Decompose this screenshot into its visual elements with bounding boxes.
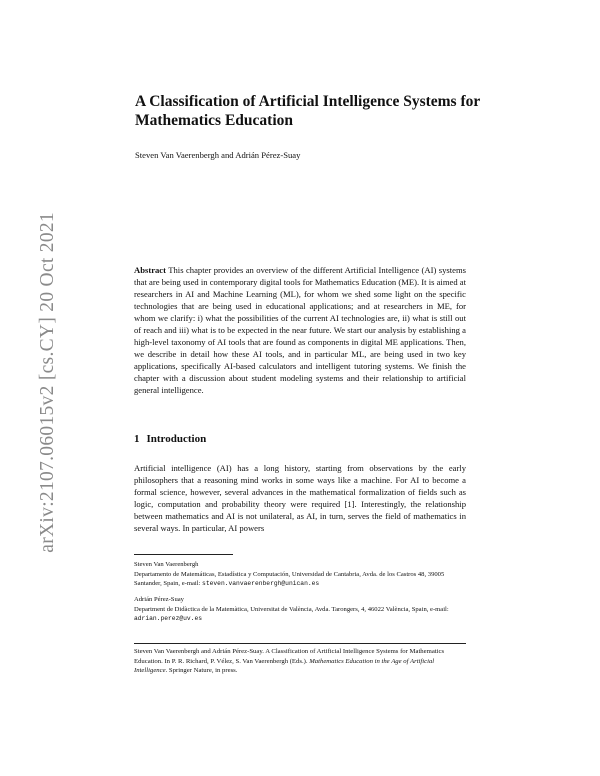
citation-book-title: Mathematics Education in the Age of Artificial Intelligence <box>134 657 435 674</box>
arxiv-identifier-stamp: arXiv:2107.06015v2 [cs.CY] 20 Oct 2021 <box>37 212 58 553</box>
author-footnote-1 <box>134 560 470 589</box>
footnote-author-name: Adrián Pérez-Suay <box>134 596 184 603</box>
abstract-text: This chapter provides an overview of the different Artificial Intelligence (AI) systems that are being used in contemporary digital tools for Mathematics Education (ME). It is aimed at researchers in AI and Machine Learning (ML), for whom we shed some light on the specific technologies that are being used in educational applications; and at researchers in ME, for whom we clarify: i) what the possibilities of the current AI technologies are, ii) what is still out of reach and iii) what is to be expected in the near future. We start our analysis by establishing a high-level taxonomy of AI tools that are found as components in digital ME applications. Then, we describe in detail how these AI tools, and in particular ML, are being used in two key applications, specifically AI-based calculators and intelligent tutoring systems. We finish the chapter with a discussion about student modeling systems and their relationship to artificial general intelligence. <box>134 265 466 395</box>
paper-title: A Classification of Artificial Intelligence Systems for Mathematics Education <box>135 93 480 129</box>
abstract-label: Abstract <box>134 265 166 275</box>
intro-paragraph: Artificial intelligence (AI) has a long history, starting from observations by the early philosophers that a reasoning mind works in some ways like a machine. For AI to become a formal science, however, several advances in the mathematical formalization of fields such as logic, computation and probability theory were required [1]. Interestingly, the relationship between mathematics and AI is not unilateral, as AI, in turn, serves the field of mathematics in several ways. In particular, AI powers <box>134 463 466 533</box>
citation-note <box>134 647 466 676</box>
author-footnote-2 <box>134 595 470 624</box>
footnote-affiliation: Departamento de Matemáticas, Estadística y Computación, Universidad de Cantabria, Avda. de los Castros 48, 39005 Santander, Spain, e-mail: <box>134 570 445 587</box>
section-heading <box>134 433 206 445</box>
footnote-email[interactable]: steven.vanvaerenbergh@unican.es <box>202 580 320 587</box>
footnote-affiliation: Department de Didàctica de la Matemàtica, Universitat de València, Avda. Tarongers, 4, 46022 València, Spain, e-mail: <box>134 605 449 613</box>
citation-suffix: . Springer Nature, in press. <box>165 667 238 674</box>
footnote-divider <box>134 554 233 555</box>
section-title: Introduction <box>146 433 207 445</box>
citation-divider <box>134 643 466 644</box>
section-number: 1 <box>134 433 140 445</box>
footnote-author-name: Steven Van Vaerenbergh <box>134 561 199 568</box>
author-list: Steven Van Vaerenbergh and Adrián Pérez-Suay <box>135 150 301 160</box>
footnote-email[interactable]: adrian.perez@uv.es <box>134 615 203 622</box>
abstract <box>134 264 466 396</box>
citation-prefix: Steven Van Vaerenbergh and Adrián Pérez-Suay. A Classification of Artificial Intelligence Systems for Mathematics Education. In P. R. Richard, P. Vélez, S. Van Vaerenbergh (Eds.). <box>134 648 445 665</box>
